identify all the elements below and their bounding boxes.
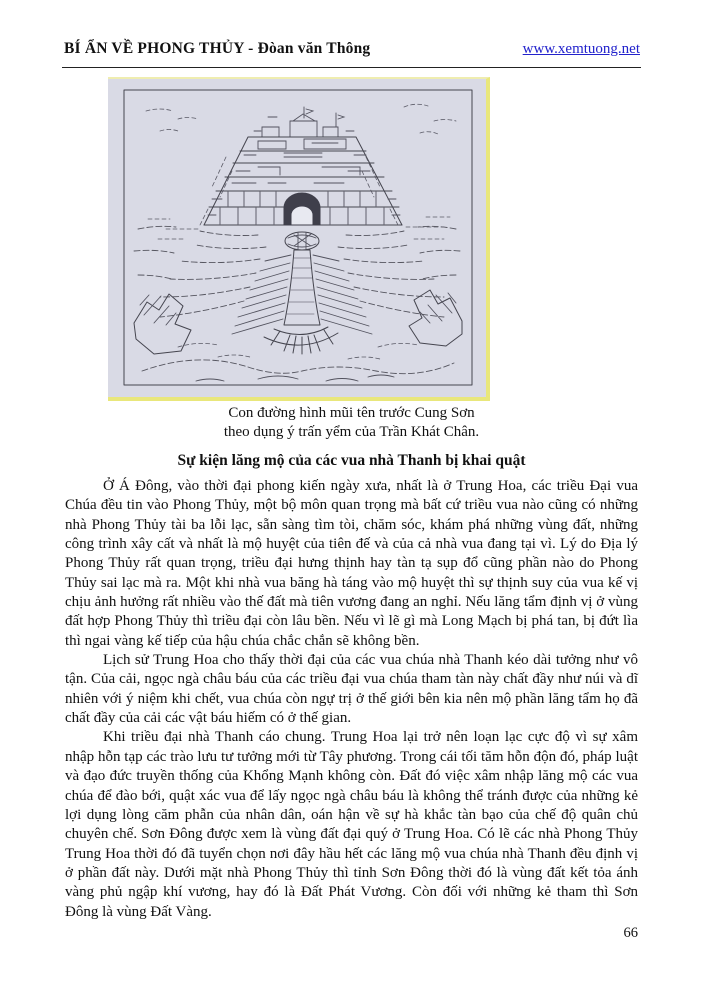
header-divider: [62, 67, 641, 68]
body-paragraph: Lịch sử Trung Hoa cho thấy thời đại của các vua chúa nhà Thanh kéo dài tưởng như vô tận. Của cải, ngọc ngà châu báu của các triều đại vua chúa tham tàn này chất đầy như núi và dĩ nhiên với ý niệm khi chết, vua chúa còn ngự trị ở thế giới bên kia nên mộ phần lăng tẩm họ đã chất đầy của cải các vật báu hiếm có ở thế gian.: [65, 652, 638, 727]
page-number: 66: [623, 925, 638, 941]
section-heading: Sự kiện lăng mộ của các vua nhà Thanh bị khai quật: [177, 452, 526, 469]
website-link[interactable]: www.xemtuong.net: [522, 41, 640, 57]
figure-caption-line-1: Con đường hình mũi tên trước Cung Sơn: [228, 405, 475, 421]
tomb-path-illustration: [108, 77, 490, 401]
illustration-drawing: [108, 79, 486, 397]
body-paragraph: Ở Á Đông, vào thời đại phong kiến ngày xưa, nhất là ở Trung Hoa, các triều Đại vua Chúa đều tin vào Phong Thủy, một bộ môn quan trọng mà bất cứ triều vua nào cũng có những nhà Phong Thủy tài ba lỗi lạc, sẵn sàng tìm tòi, chăm sóc, khám phá những vùng đất, những công trình xây cất và nhất là mộ huyệt của tiên đế và của cả nhà vua đang tại vì. Lý do Địa lý Phong Thủy rất quan trọng, triều đại hưng thịnh hay tàn tạ sụp đổ cũng phần nào do Phong Thủy sai lạc mà ra. Một khi nhà vua băng hà táng vào mộ huyệt thì sự thịnh suy của vua kế vị chịu ảnh hưởng rất nhiều vào thế đất mà tiên vương đang an nghỉ. Nếu lăng tẩm định vị ở vùng đất hợp Phong Thủy thì triều đại còn lâu bền. Nếu vì lẽ gì mà Long Mạch bị phá tan, bị đứt lìa thì ngai vàng kế tiếp của hậu chúa chắc chắn sẽ không bền.: [65, 478, 638, 649]
figure-caption: [65, 404, 638, 442]
body-text: [65, 477, 638, 922]
body-paragraph: Khi triều đại nhà Thanh cáo chung. Trung Hoa lại trở nên loạn lạc cực độ vì sự xâm nhập hỗn tạp các trào lưu tư tưởng mới từ Tây phương. Trong cái tối tăm hỗn độn đó, pháp luật và đạo đức truyền thống của Khổng Mạnh không còn. Đất đó việc xâm nhập lăng mộ các vua chúa để đào bới, quật xác vua để lấy ngọc ngà châu báu là không thể tránh được của những kẻ lợi dụng lòng căm phẫn của nhân dân, oán hận về sự hà khắc tàn bạo của chế độ quân chủ chuyên chế. Sơn Đông được xem là vùng đất đại quý ở Trung Hoa. Có lẽ các nhà Phong Thủy Trung Hoa thời đó đã tuyển chọn nơi đây hầu hết các lăng mộ vua chúa nhà Thanh đều định vị ở phần đất này. Dưới mặt nhà Phong Thủy thì tỉnh Sơn Đông thời đó là vùng đất kết tỏa ánh vàng phủ ngập khí vương, hay đó là Đất Phát Vương. Còn đối với những kẻ tham thì Sơn Đông là vùng Đất Vàng.: [65, 729, 638, 920]
page-header: [64, 40, 640, 58]
document-title: BÍ ẨN VỀ PHONG THỦY - Đòan văn Thông: [64, 40, 371, 57]
figure-caption-line-2: theo dụng ý trấn yểm của Trần Khát Chân.: [223, 424, 480, 440]
